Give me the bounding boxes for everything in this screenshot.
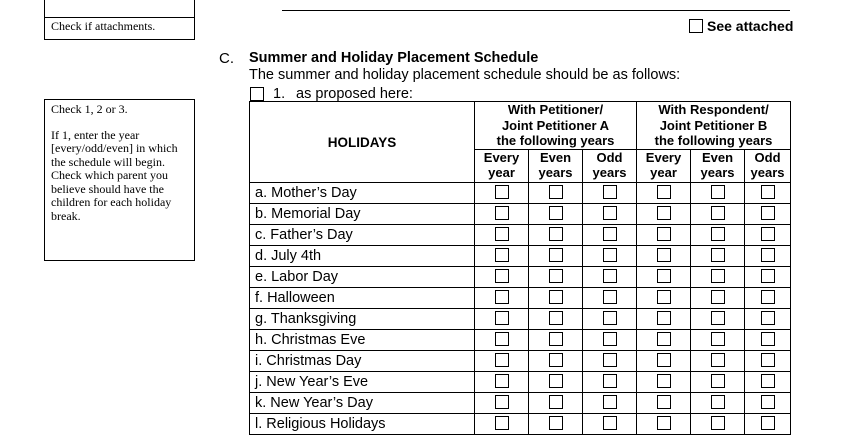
holiday-year-cell [583,414,637,435]
holiday-year-checkbox[interactable] [603,332,617,346]
holiday-year-cell [745,351,791,372]
holiday-year-checkbox[interactable] [711,248,725,262]
holiday-year-cell [637,288,691,309]
holiday-year-checkbox[interactable] [603,416,617,430]
holiday-year-checkbox[interactable] [657,206,671,220]
holiday-year-checkbox[interactable] [711,311,725,325]
holiday-year-cell [745,393,791,414]
holiday-year-checkbox[interactable] [711,290,725,304]
holiday-year-cell [529,246,583,267]
holiday-year-cell [745,288,791,309]
holiday-year-cell [745,183,791,204]
holiday-year-checkbox[interactable] [761,290,775,304]
holiday-year-cell [691,288,745,309]
holiday-year-checkbox[interactable] [761,353,775,367]
holiday-label: e. Labor Day [250,267,475,288]
holiday-year-checkbox[interactable] [657,290,671,304]
year-column-header-line: years [592,165,627,180]
instructions-text: If 1, enter the year [every/odd/even] in which the schedule will begin. Check which parent you believe should have the children for each holiday break. [51,127,178,223]
holiday-year-cell [745,246,791,267]
holiday-year-checkbox[interactable] [711,206,725,220]
holiday-year-cell [583,330,637,351]
instructions-box [44,99,195,261]
holiday-year-checkbox[interactable] [711,269,725,283]
holiday-year-cell [475,351,529,372]
holiday-year-cell [691,309,745,330]
holiday-year-cell [637,246,691,267]
see-attached-label: See attached [707,18,794,34]
holiday-year-cell [475,204,529,225]
holiday-year-checkbox[interactable] [711,416,725,430]
holiday-year-cell [583,246,637,267]
holiday-year-checkbox[interactable] [603,353,617,367]
holiday-year-cell [529,225,583,246]
holiday-year-cell [637,393,691,414]
holiday-year-checkbox[interactable] [761,206,775,220]
year-column-header [529,149,583,183]
holiday-year-cell [583,225,637,246]
holiday-year-checkbox[interactable] [711,374,725,388]
holiday-year-checkbox[interactable] [761,374,775,388]
year-column-header-line: years [700,165,735,180]
holiday-year-checkbox[interactable] [711,395,725,409]
holiday-year-checkbox[interactable] [549,416,563,430]
holiday-year-cell [529,288,583,309]
holiday-year-checkbox[interactable] [549,374,563,388]
holiday-year-checkbox[interactable] [761,311,775,325]
holiday-year-checkbox[interactable] [603,185,617,199]
holiday-year-cell [691,372,745,393]
year-column-header-line: Even [539,149,572,165]
year-column-header-line: year [488,165,515,180]
holiday-year-cell [583,351,637,372]
holiday-year-cell [475,288,529,309]
holiday-year-cell [475,246,529,267]
holiday-year-checkbox[interactable] [657,248,671,262]
holiday-year-cell [529,330,583,351]
holiday-year-checkbox[interactable] [495,374,509,388]
holiday-label: l. Religious Holidays [250,414,475,435]
petitioner-header [475,102,637,150]
holiday-year-checkbox[interactable] [657,269,671,283]
holiday-label: h. Christmas Eve [250,330,475,351]
holiday-year-checkbox[interactable] [549,290,563,304]
holidays-header: HOLIDAYS [250,102,475,183]
option1-checkbox[interactable] [250,87,264,101]
holiday-year-cell [691,267,745,288]
holiday-year-cell [583,309,637,330]
holiday-year-checkbox[interactable] [495,416,509,430]
respondent-header-line: Joint Petitioner B [659,117,768,133]
holiday-year-cell [583,183,637,204]
holiday-year-checkbox[interactable] [603,227,617,241]
holiday-year-cell [529,372,583,393]
year-column-header-line: Every [645,149,682,165]
holiday-year-cell [475,267,529,288]
holiday-year-cell [745,330,791,351]
holiday-year-cell [583,267,637,288]
holiday-year-checkbox[interactable] [657,374,671,388]
holiday-year-cell [529,183,583,204]
year-column-header-line: years [538,165,573,180]
holiday-year-cell [475,330,529,351]
holiday-year-cell [637,330,691,351]
holiday-label: c. Father’s Day [250,225,475,246]
holiday-label: i. Christmas Day [250,351,475,372]
holiday-year-checkbox[interactable] [495,311,509,325]
holiday-year-checkbox[interactable] [711,185,725,199]
holiday-row [250,372,791,393]
holiday-year-checkbox[interactable] [549,248,563,262]
holiday-year-checkbox[interactable] [495,395,509,409]
holiday-year-cell [475,309,529,330]
holiday-year-checkbox[interactable] [495,353,509,367]
holiday-year-checkbox[interactable] [657,227,671,241]
holiday-year-cell [691,183,745,204]
year-column-header-line: Odd [596,149,623,165]
holiday-year-cell [691,393,745,414]
holiday-year-checkbox[interactable] [549,332,563,346]
holiday-row [250,267,791,288]
holiday-year-cell [637,309,691,330]
holiday-year-checkbox[interactable] [603,269,617,283]
holiday-year-checkbox[interactable] [603,290,617,304]
holiday-year-cell [475,183,529,204]
holiday-year-checkbox[interactable] [495,248,509,262]
option1 [273,86,413,102]
holiday-year-cell [637,267,691,288]
holiday-year-cell [475,393,529,414]
holiday-year-cell [691,414,745,435]
holiday-year-cell [691,351,745,372]
holiday-year-cell [475,225,529,246]
holiday-year-cell [637,372,691,393]
holiday-year-cell [529,414,583,435]
holiday-year-checkbox[interactable] [495,206,509,220]
year-column-header [475,149,529,183]
see-attached-checkbox[interactable] [689,19,703,33]
holiday-year-checkbox[interactable] [549,311,563,325]
holiday-year-cell [637,204,691,225]
holiday-year-cell [475,372,529,393]
attachments-box [44,0,195,40]
holiday-year-cell [475,414,529,435]
holiday-row [250,204,791,225]
instructions-line1: Check 1, 2 or 3. [51,102,128,116]
holiday-year-checkbox[interactable] [761,248,775,262]
section-letter: C. [219,50,234,67]
holiday-year-cell [637,351,691,372]
petitioner-header-line: With Petitioner/ [507,102,604,117]
holiday-row [250,225,791,246]
holiday-year-checkbox[interactable] [495,269,509,283]
signature-line [282,10,790,11]
divider [45,17,194,18]
holiday-year-checkbox[interactable] [761,269,775,283]
holiday-year-cell [691,330,745,351]
petitioner-header-line: the following years [496,133,615,148]
holiday-year-cell [745,414,791,435]
holiday-year-cell [637,414,691,435]
holiday-year-checkbox[interactable] [761,395,775,409]
holiday-year-checkbox[interactable] [761,416,775,430]
section-title: Summer and Holiday Placement Schedule [249,50,539,66]
holiday-row [250,414,791,435]
holiday-year-cell [583,288,637,309]
holiday-year-checkbox[interactable] [603,206,617,220]
holiday-year-checkbox[interactable] [657,416,671,430]
holiday-year-cell [529,309,583,330]
holiday-label: a. Mother’s Day [250,183,475,204]
respondent-header-line: the following years [654,133,773,148]
holiday-year-checkbox[interactable] [711,353,725,367]
year-column-header [745,149,791,183]
holiday-year-checkbox[interactable] [549,269,563,283]
respondent-header [637,102,791,150]
holiday-year-cell [529,204,583,225]
section-subtitle: The summer and holiday placement schedule should be as follows: [249,67,681,83]
holiday-year-checkbox[interactable] [657,395,671,409]
holiday-year-cell [745,225,791,246]
holiday-year-checkbox[interactable] [657,353,671,367]
holiday-year-checkbox[interactable] [549,185,563,199]
holiday-label: g. Thanksgiving [250,309,475,330]
holiday-schedule-table [249,101,791,435]
holiday-row [250,351,791,372]
holiday-year-checkbox[interactable] [549,206,563,220]
holiday-year-checkbox[interactable] [603,248,617,262]
holiday-year-checkbox[interactable] [603,395,617,409]
holiday-year-cell [637,225,691,246]
holiday-year-cell [583,372,637,393]
holiday-label: d. July 4th [250,246,475,267]
holiday-row [250,309,791,330]
holiday-row [250,246,791,267]
holiday-year-cell [529,351,583,372]
holiday-year-checkbox[interactable] [761,332,775,346]
year-column-header-line: years [750,165,785,180]
respondent-header-line: With Respondent/ [658,102,769,117]
holiday-year-cell [691,225,745,246]
holiday-year-checkbox[interactable] [657,185,671,199]
holiday-row [250,393,791,414]
holiday-year-cell [691,204,745,225]
holiday-year-cell [637,183,691,204]
option1-number: 1. [273,86,286,102]
holiday-year-cell [583,204,637,225]
year-column-header-line: Odd [754,149,781,165]
holiday-label: j. New Year’s Eve [250,372,475,393]
holiday-row [250,183,791,204]
holiday-row [250,330,791,351]
holiday-year-checkbox[interactable] [761,227,775,241]
holiday-year-cell [745,309,791,330]
holiday-label: f. Halloween [250,288,475,309]
holiday-year-checkbox[interactable] [603,374,617,388]
holiday-label: k. New Year’s Day [250,393,475,414]
holiday-year-checkbox[interactable] [549,227,563,241]
attachments-label: Check if attachments. [51,19,156,33]
holiday-year-checkbox[interactable] [761,185,775,199]
year-column-header-line: year [650,165,677,180]
holiday-label: b. Memorial Day [250,204,475,225]
year-column-header [691,149,745,183]
holiday-row [250,288,791,309]
holiday-year-checkbox[interactable] [495,185,509,199]
option1-label: as proposed here: [296,86,413,102]
holiday-year-checkbox[interactable] [603,311,617,325]
holiday-year-checkbox[interactable] [657,332,671,346]
holiday-year-checkbox[interactable] [711,332,725,346]
holiday-year-cell [745,372,791,393]
year-column-header [637,149,691,183]
holiday-year-checkbox[interactable] [711,227,725,241]
holiday-year-cell [529,393,583,414]
holiday-year-cell [529,267,583,288]
holiday-year-cell [745,267,791,288]
year-column-header [583,149,637,183]
holiday-year-checkbox[interactable] [495,227,509,241]
holiday-year-checkbox[interactable] [549,353,563,367]
holiday-year-cell [745,204,791,225]
holiday-year-cell [583,393,637,414]
holiday-year-cell [691,246,745,267]
year-column-header-line: Every [483,149,520,165]
holiday-year-checkbox[interactable] [657,311,671,325]
petitioner-header-line: Joint Petitioner A [501,117,610,133]
holiday-year-checkbox[interactable] [495,290,509,304]
holiday-year-checkbox[interactable] [495,332,509,346]
holiday-year-checkbox[interactable] [549,395,563,409]
year-column-header-line: Even [701,149,734,165]
